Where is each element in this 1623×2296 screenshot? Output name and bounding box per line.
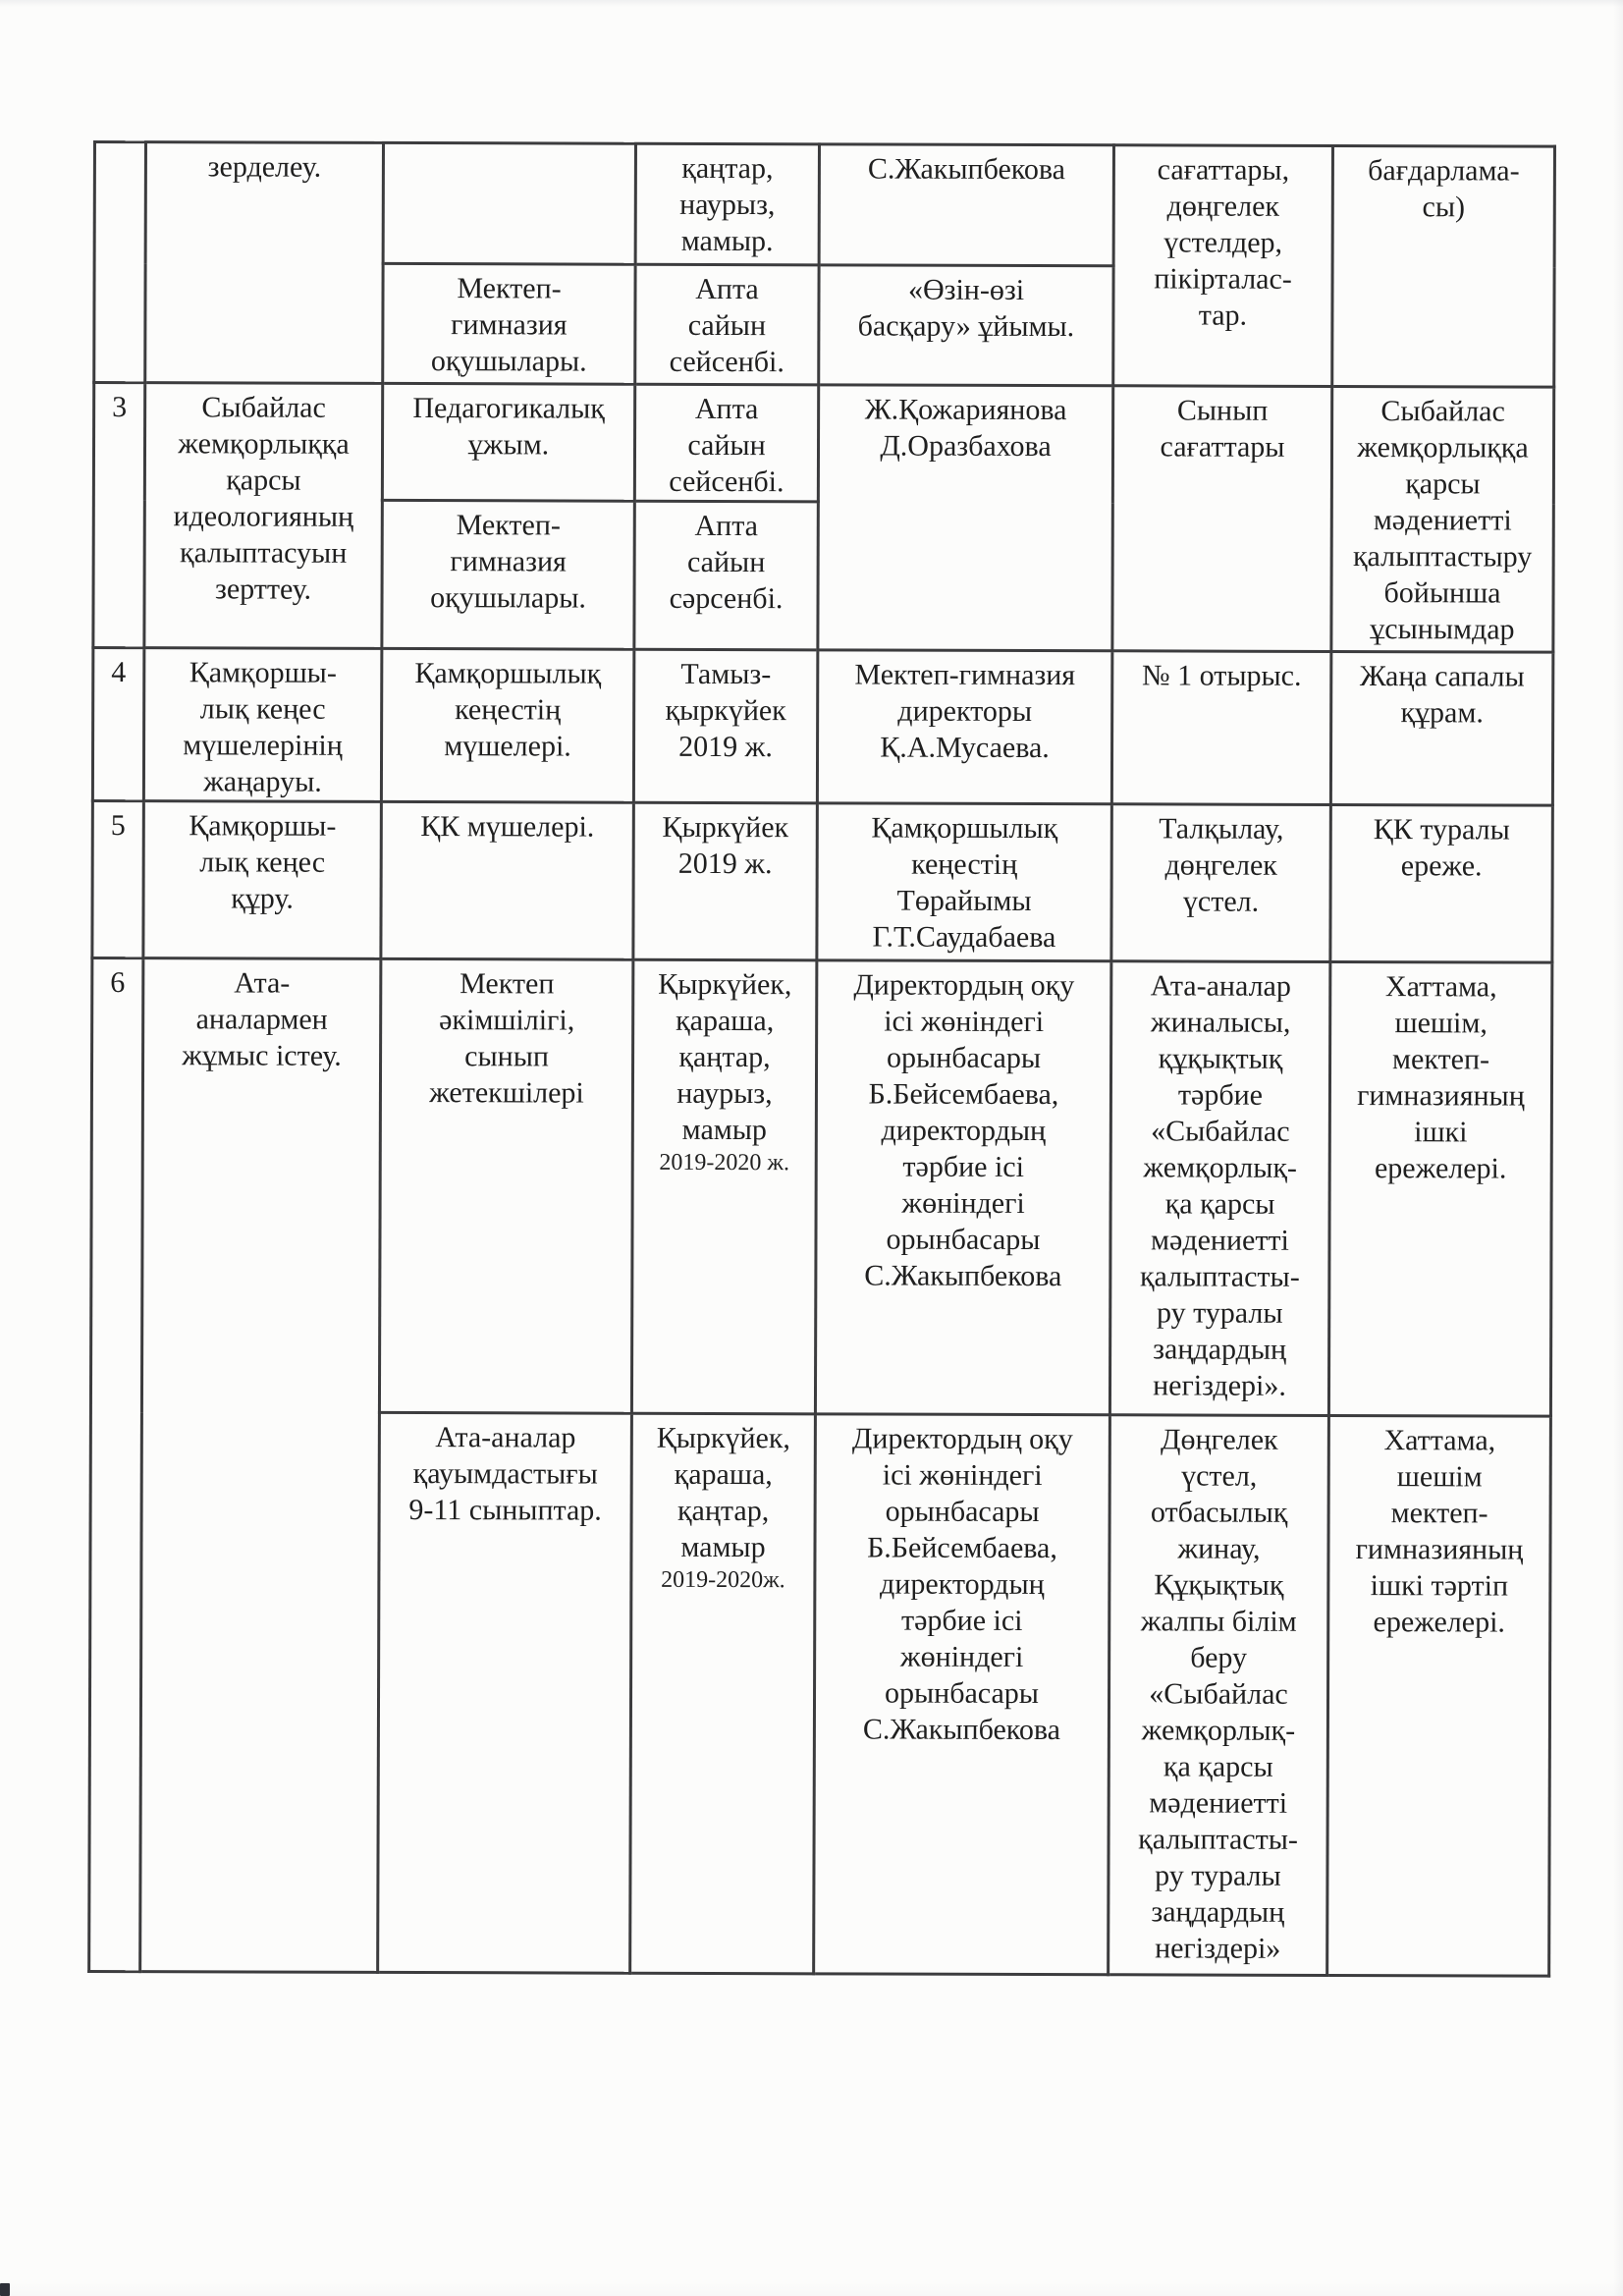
cell-r3b-participants: Мектеп- гимназия оқушылары.: [382, 500, 634, 649]
cell-r6b-form: Дөңгелек үстел, отбасылық жинау, Құқықтық жалпы білім беру «Сыбайлас жемқорлық- қа қарсы мәдениетті қалыптасты- ру туралы заңдардың негіздері»: [1109, 1415, 1329, 1976]
cell-r6a-time-months: Қыркүйек, қараша, қаңтар, наурыз, мамыр: [658, 967, 792, 1147]
cell-r4-participants: Қамқоршылық кеңестің мүшелері.: [381, 648, 633, 802]
cell-r6b-participants: Ата-аналар қауымдастығы 9-11 сыныптар.: [378, 1412, 632, 1973]
cell-r4-number: 4: [92, 648, 143, 801]
cell-r3b-time: Апта сайын сәрсенбі.: [634, 501, 818, 650]
cell-r2b-participants: Мектеп- гимназия оқушылары.: [383, 263, 635, 384]
cell-r4-task: Қамқоршы- лық кеңес мүшелерінің жаңаруы.: [143, 648, 381, 802]
cell-r6b-time-months: Қыркүйек, қараша, қаңтар, мамыр: [656, 1421, 790, 1564]
cell-r2-result: бағдарлама- сы): [1332, 145, 1555, 387]
cell-r2-number-empty: [94, 142, 146, 383]
cell-r3-result: Сыбайлас жемқорлыққа қарсы мәдениетті қалыптастыру бойынша ұсынымдар: [1331, 386, 1554, 652]
cell-r2-task: зерделеу.: [145, 142, 384, 384]
cell-r6a-time-year: 2019-2020 ж.: [659, 1149, 790, 1176]
cell-r6a-time: [631, 959, 816, 1414]
cell-r5-participants: ҚК мүшелері.: [381, 801, 634, 959]
cell-r6b-time-year: 2019-2020ж.: [661, 1566, 785, 1594]
cell-r2a-time: қаңтар, наурыз, мамыр.: [635, 143, 819, 265]
cell-r6b-result: Хаттама, шешім мектеп- гимназияның ішкі тәртіп ережелері.: [1327, 1415, 1551, 1976]
cell-r2a-participants-empty: [383, 142, 635, 264]
cell-r5-number: 5: [92, 801, 144, 958]
cell-r6a-participants: Мектеп әкімшілігі, сынып жетекшілері: [379, 958, 632, 1413]
cell-r6a-result: Хаттама, шешім, мектеп- гимназияның ішкі ережелері.: [1328, 961, 1551, 1416]
cell-r2b-time: Апта сайын сейсенбі.: [635, 264, 819, 385]
cell-r6b-responsible: Директордың оқу ісі жөніндегі орынбасары Б.Бейсембаева, директордың тәрбие ісі жөніндегі орынбасары С.Жакыпбекова: [814, 1414, 1110, 1975]
cell-r3-number: 3: [93, 383, 145, 648]
cell-r6a-form: Ата-аналар жиналысы, құқықтық тәрбие «Сыбайлас жемқорлық- қа қарсы мәдениетті қалыптасты- ру туралы заңдардың негіздері».: [1109, 961, 1329, 1416]
scan-artifact-mark: [0, 2283, 10, 2296]
cell-r3-form: Сынып сағаттары: [1112, 386, 1332, 652]
cell-r5-form: Талқылау, дөңгелек үстел.: [1111, 804, 1331, 962]
cell-r4-result: Жаңа сапалы құрам.: [1330, 651, 1552, 805]
cell-r2-form: сағаттары, дөңгелек үстелдер, пікірталас- тар.: [1113, 145, 1333, 387]
cell-r4-time: Тамыз- қыркүйек 2019 ж.: [633, 649, 817, 803]
cell-r5-responsible: Қамқоршылық кеңестің Төрайымы Г.Т.Саудабаева: [817, 803, 1112, 961]
cell-r3-responsible: Ж.Қожариянова Д.Оразбахова: [818, 385, 1113, 651]
cell-r6a-responsible: Директордың оқу ісі жөніндегі орынбасары Б.Бейсембаева, директордың тәрбие ісі жөніндегі орынбасары С.Жакыпбекова: [815, 960, 1110, 1415]
cell-r4-form: № 1 отырыс.: [1111, 651, 1330, 805]
cell-r3a-time: Апта сайын сейсенбі.: [634, 384, 818, 502]
cell-r5-task: Қамқоршы- лық кеңес құру.: [143, 801, 382, 959]
cell-r3-task: Сыбайлас жемқорлыққа қарсы идеологияның қалыптасуын зерттеу.: [144, 383, 383, 649]
cell-r5-result: ҚК туралы ереже.: [1330, 804, 1553, 962]
cell-r4-responsible: Мектеп-гимназия директоры Қ.А.Мусаева.: [817, 650, 1111, 804]
cell-r3a-participants: Педагогикалық ұжым.: [382, 383, 634, 501]
cell-r5-time: Қыркүйек 2019 ж.: [633, 802, 818, 960]
cell-r6-task: Ата- аналармен жұмыс істеу.: [140, 958, 381, 1973]
cell-r2a-responsible: С.Жакыпбекова: [819, 144, 1113, 266]
cell-r2b-responsible: «Өзін-өзі басқару» ұйымы.: [819, 265, 1113, 386]
cell-r6b-time: [630, 1413, 816, 1974]
work-plan-table: [87, 140, 1556, 1978]
cell-r6-number: 6: [89, 958, 143, 1972]
